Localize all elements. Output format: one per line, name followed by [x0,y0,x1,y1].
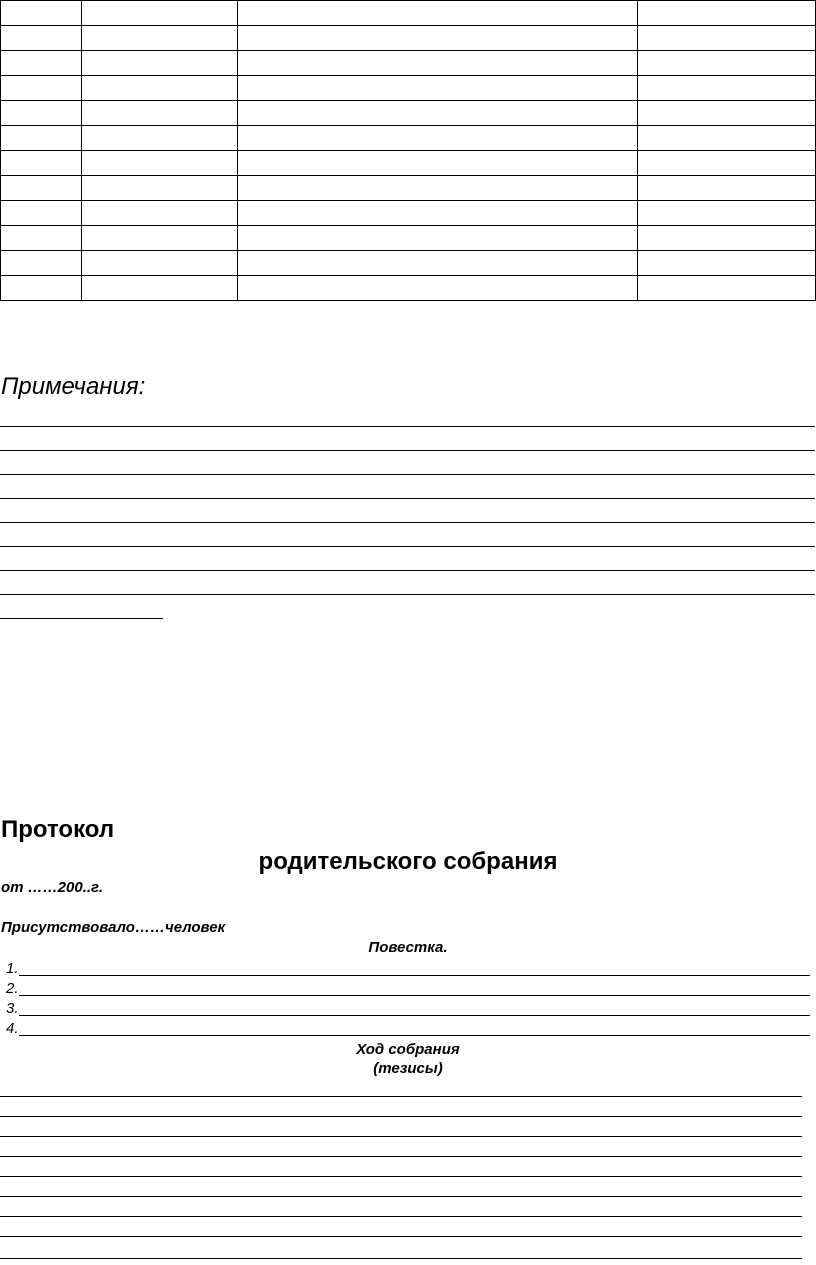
grid-table-cell [238,26,638,51]
proceedings-heading: Ход собрания [356,1041,460,1058]
grid-table-row [1,251,816,276]
grid-table-row [1,151,816,176]
grid-table-row [1,101,816,126]
grid-table-cell [238,251,638,276]
grid-table-row [1,201,816,226]
attendance-line: Присутствовало……человек [1,919,226,936]
grid-table-row [1,226,816,251]
grid-table-cell [638,176,816,201]
grid-table-row [1,51,816,76]
grid-table-cell [638,76,816,101]
proceedings-line [0,1196,802,1197]
grid-table-cell [638,226,816,251]
proceedings-line [0,1156,802,1157]
grid-table-cell [638,276,816,301]
agenda-item-line [19,959,810,976]
notes-line [0,450,815,451]
grid-table-row [1,76,816,101]
grid-table-cell [238,126,638,151]
grid-table-row [1,276,816,301]
grid-table-cell [238,51,638,76]
grid-table-cell [82,126,238,151]
grid-table-cell [638,126,816,151]
grid-table-cell [1,76,82,101]
grid-table-cell [238,101,638,126]
notes-line [0,594,815,595]
grid-table-cell [238,151,638,176]
grid-table-cell [1,151,82,176]
notes-line [0,426,815,427]
grid-table-cell [82,176,238,201]
agenda-heading: Повестка. [368,939,448,956]
grid-table-cell [82,276,238,301]
grid-table-cell [638,101,816,126]
grid-table-cell [1,201,82,226]
agenda-item [6,978,810,998]
grid-table-cell [82,26,238,51]
grid-table-cell [238,176,638,201]
empty-grid-table [0,0,816,301]
grid-table-cell [82,201,238,226]
grid-table-cell [1,101,82,126]
grid-table-cell [1,226,82,251]
grid-table-cell [238,76,638,101]
protocol-subtitle: родительского собрания [258,848,558,875]
grid-table-cell [638,251,816,276]
grid-table-cell [82,1,238,26]
notes-line [0,546,815,547]
agenda-item-line [19,979,810,996]
grid-table-row [1,1,816,26]
grid-table-row [1,26,816,51]
agenda-item-line [19,999,810,1016]
grid-table-cell [1,126,82,151]
notes-line-short [0,618,163,619]
grid-table-row [1,176,816,201]
grid-table-cell [638,1,816,26]
grid-table-cell [238,276,638,301]
grid-table-cell [1,26,82,51]
proceedings-line [0,1216,802,1217]
grid-table-cell [82,151,238,176]
notes-line [0,522,815,523]
notes-line [0,498,815,499]
grid-table-cell [238,201,638,226]
grid-table-cell [1,276,82,301]
notes-line [0,570,815,571]
proceedings-subheading: (тезисы) [373,1060,443,1077]
agenda-item-number: 2. [6,980,19,997]
grid-table-cell [638,26,816,51]
grid-table-cell [1,176,82,201]
grid-table-cell [638,151,816,176]
grid-table-body [1,1,816,301]
proceedings-line [0,1096,802,1097]
grid-table-cell [638,51,816,76]
grid-table-cell [82,101,238,126]
agenda-item-number: 3. [6,1000,19,1017]
grid-table-row [1,126,816,151]
grid-table-cell [638,201,816,226]
grid-table-cell [1,1,82,26]
date-line: от ……200..г. [1,879,104,896]
agenda-item [6,998,810,1018]
grid-table-cell [82,226,238,251]
agenda-item-number: 1. [6,960,19,977]
grid-table-cell [238,1,638,26]
grid-table-cell [82,251,238,276]
grid-table-cell [1,251,82,276]
proceedings-line [0,1116,802,1117]
proceedings-line [0,1258,802,1259]
notes-line [0,474,815,475]
proceedings-line [0,1136,802,1137]
agenda-item [6,1018,810,1038]
proceedings-line [0,1236,802,1237]
agenda-item-number: 4. [6,1020,19,1037]
grid-table-cell [82,76,238,101]
agenda-item [6,958,810,978]
grid-table-cell [238,226,638,251]
agenda-item-line [19,1019,810,1036]
notes-heading: Примечания: [1,373,146,400]
protocol-title: Протокол [1,816,115,843]
grid-table-cell [1,51,82,76]
proceedings-line [0,1176,802,1177]
grid-table-cell [82,51,238,76]
